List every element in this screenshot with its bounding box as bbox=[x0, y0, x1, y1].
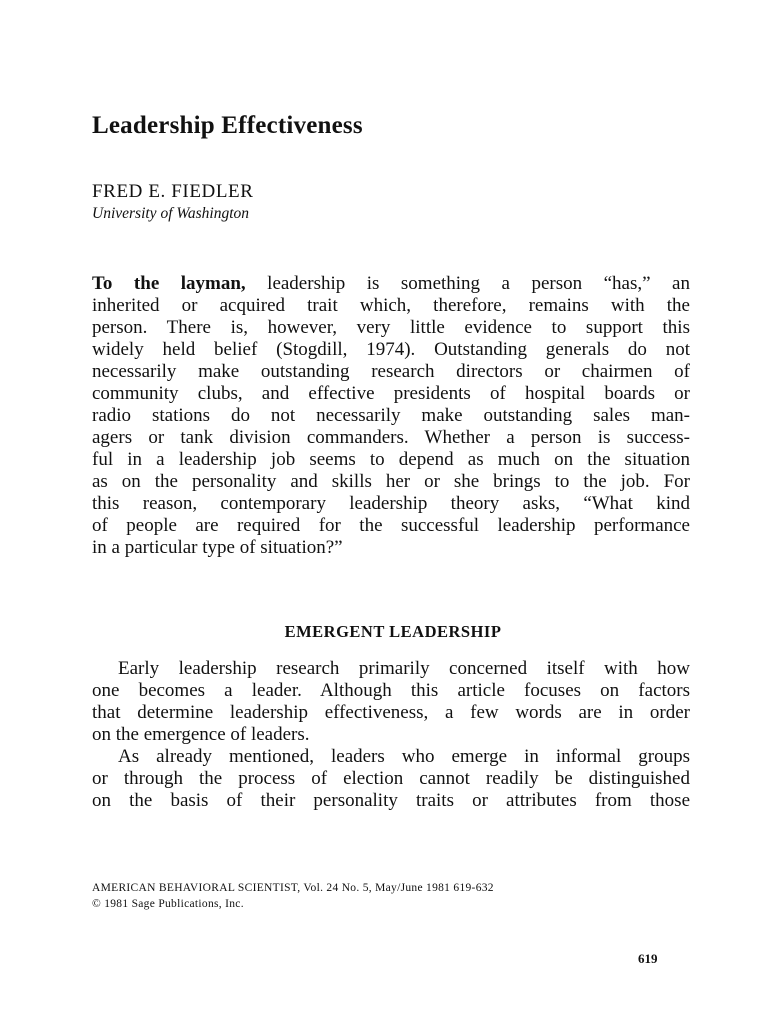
section-line: on the basis of their personality traits or attributes from those bbox=[92, 790, 690, 811]
section-line: that determine leadership effectiveness, a few words are in order bbox=[92, 702, 690, 723]
section-line: As already mentioned, leaders who emerge in informal groups bbox=[118, 746, 690, 767]
section-line: or through the process of election cannot readily be distinguished bbox=[92, 768, 690, 789]
intro-line: in a particular type of situation?” bbox=[92, 537, 343, 558]
author-affiliation: University of Washington bbox=[92, 205, 250, 222]
page-number: 619 bbox=[638, 951, 658, 966]
article-title: Leadership Effectiveness bbox=[92, 112, 363, 139]
intro-line bbox=[92, 273, 690, 295]
intro-paragraph bbox=[92, 273, 690, 559]
section-line: Early leadership research primarily concerned itself with how bbox=[118, 658, 690, 679]
journal-citation: AMERICAN BEHAVIORAL SCIENTIST, Vol. 24 No. 5, May/June 1981 619-632 bbox=[92, 882, 494, 894]
intro-line: radio stations do not necessarily make outstanding sales man- bbox=[92, 405, 690, 426]
intro-lead-in: To the layman, bbox=[92, 273, 246, 294]
intro-line: this reason, contemporary leadership theory asks, “What kind bbox=[92, 493, 690, 514]
section-line: one becomes a leader. Although this article focuses on factors bbox=[92, 680, 690, 701]
intro-line: agers or tank division commanders. Whether a person is success- bbox=[92, 427, 690, 448]
intro-line: ful in a leadership job seems to depend as much on the situation bbox=[92, 449, 690, 470]
section-body bbox=[92, 658, 690, 812]
intro-line: community clubs, and effective presidents of hospital boards or bbox=[92, 383, 690, 404]
intro-line: necessarily make outstanding research directors or chairmen of bbox=[92, 361, 690, 382]
citation-footer bbox=[92, 880, 494, 912]
intro-line: as on the personality and skills her or she brings to the job. For bbox=[92, 471, 690, 492]
section-line: on the emergence of leaders. bbox=[92, 724, 310, 745]
intro-line-text: leadership is something a person “has,” an bbox=[245, 273, 690, 294]
intro-line: inherited or acquired trait which, therefore, remains with the bbox=[92, 295, 690, 316]
section-heading: EMERGENT LEADERSHIP bbox=[284, 622, 502, 641]
copyright-notice: © 1981 Sage Publications, Inc. bbox=[92, 898, 244, 910]
intro-line: of people are required for the successful leadership performance bbox=[92, 515, 690, 536]
intro-line: widely held belief (Stogdill, 1974). Outstanding generals do not bbox=[92, 339, 690, 360]
intro-line: person. There is, however, very little evidence to support this bbox=[92, 317, 690, 338]
author-name: FRED E. FIEDLER bbox=[92, 181, 254, 202]
